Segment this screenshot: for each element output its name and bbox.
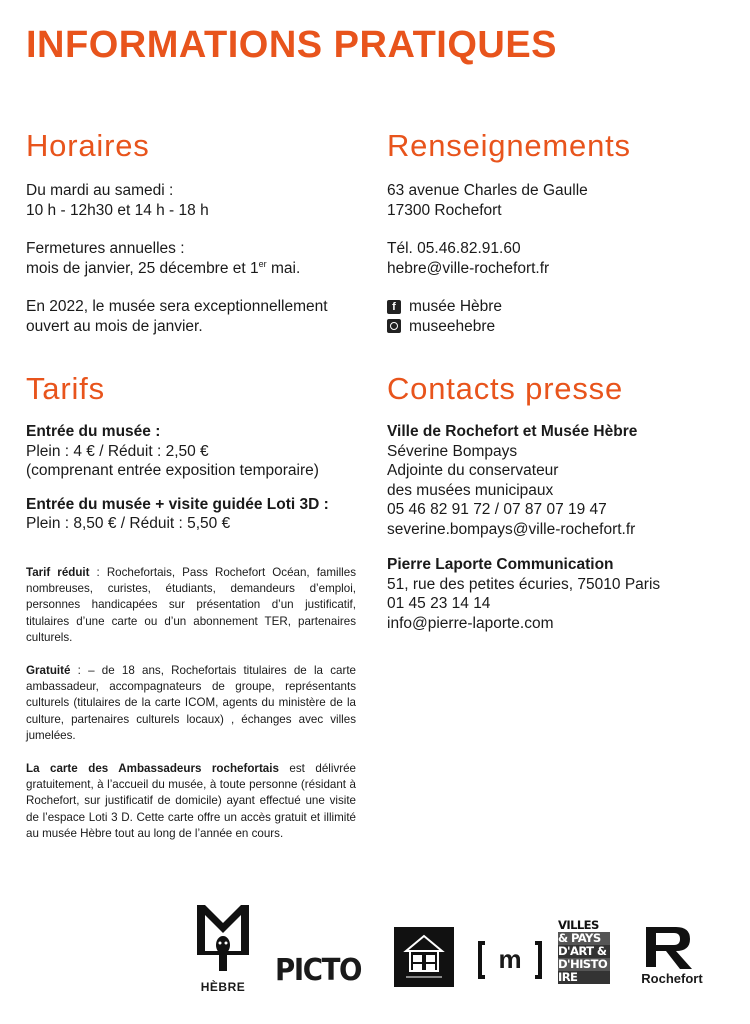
instagram-icon bbox=[387, 319, 401, 333]
email-link[interactable]: hebre@ville-rochefort.fr bbox=[387, 259, 550, 277]
hebre-logo-text: HÈBRE bbox=[200, 980, 246, 994]
house-icon bbox=[394, 927, 454, 987]
address-line1: 63 avenue Charles de Gaulle bbox=[387, 182, 588, 199]
telephone: Tél. 05.46.82.91.60 bbox=[387, 240, 521, 257]
note-2022-line2: ouvert au mois de janvier. bbox=[26, 317, 203, 335]
fermetures-label: Fermetures annuelles : bbox=[26, 240, 185, 257]
picto-logo: PICTO bbox=[275, 953, 362, 988]
carte-ambassadeurs-text: La carte des Ambassadeurs rochefortais est délivrée gratuitement, à l’accueil du musée, à toute personne (résidant à Rochefort, sur justificatif de domicile) ayant effectué une visite de l’espace Loti 3 D. Cette carte offre un accès gratuit et illimité au musée Hèbre tout au long de l’année en cours. bbox=[26, 761, 357, 841]
presse-org2: Pierre Laporte Communication bbox=[387, 556, 614, 573]
musees-m-logo bbox=[477, 940, 543, 980]
horaires-days: Du mardi au samedi : bbox=[26, 182, 174, 199]
tarifs-heading: Tarifs bbox=[26, 371, 105, 406]
tourisme-handicap-logo bbox=[394, 927, 454, 987]
presse-email1[interactable]: severine.bompays@ville-rochefort.fr bbox=[387, 520, 636, 538]
presse-role1b: des musées municipaux bbox=[387, 481, 554, 499]
instagram-link[interactable]: museehebre bbox=[387, 317, 727, 337]
note-2022-line1: En 2022, le musée sera exceptionnellement bbox=[26, 298, 328, 315]
renseignements-heading: Renseignements bbox=[387, 128, 631, 163]
gratuite-text: Gratuité : – de 18 ans, Rochefortais titulaires de la carte ambassadeur, accompagnateurs de groupe, représentants culturels (titulaires de la carte ICOM, agents du ministère de la culture, partenaires culturels locaux) , échanges avec villes jumelées. bbox=[26, 663, 356, 743]
facebook-icon: f bbox=[387, 300, 401, 314]
musees-m-text: m bbox=[498, 944, 522, 974]
hebre-logo bbox=[195, 901, 251, 993]
hebre-logo-icon bbox=[195, 901, 251, 973]
entree-prix: Plein : 4 € / Réduit : 2,50 € bbox=[26, 442, 209, 460]
presse-name1: Séverine Bompays bbox=[387, 442, 518, 460]
presse-org1: Ville de Rochefort et Musée Hèbre bbox=[387, 423, 638, 440]
presse-section bbox=[387, 371, 727, 633]
entree-label: Entrée du musée : bbox=[26, 423, 161, 440]
address-line2: 17300 Rochefort bbox=[387, 201, 502, 219]
rochefort-r-icon bbox=[632, 925, 712, 971]
horaires-hours: 10 h - 12h30 et 14 h - 18 h bbox=[26, 201, 209, 219]
horaires-section bbox=[26, 128, 366, 336]
rochefort-logo bbox=[632, 925, 712, 991]
presse-role1a: Adjointe du conservateur bbox=[387, 462, 559, 479]
visite-label: Entrée du musée + visite guidée Loti 3D : bbox=[26, 495, 329, 513]
presse-phone1: 05 46 82 91 72 / 07 87 07 19 47 bbox=[387, 501, 607, 518]
partner-logos bbox=[0, 895, 750, 995]
presse-phone2: 01 45 23 14 14 bbox=[387, 595, 491, 612]
villes-pays-art-histoire-logo: VILLES & PAYS D'ART & D'HISTO IRE bbox=[558, 919, 610, 985]
renseignements-section bbox=[387, 128, 727, 336]
presse-heading: Contacts presse bbox=[387, 371, 623, 406]
horaires-heading: Horaires bbox=[26, 128, 150, 163]
rochefort-logo-text: Rochefort bbox=[641, 971, 703, 986]
presse-email2[interactable]: info@pierre-laporte.com bbox=[387, 614, 554, 632]
tarif-reduit-text: Tarif réduit : Rochefortais, Pass Rochefort Océan, familles nombreuses, curistes, étudiants, demandeurs d’emploi, personnes handicapées sur présentation d’un justificatif, titulaires d’une carte ou d’un abonnement TER, partenaires culturels. bbox=[26, 565, 356, 645]
entree-note: (comprenant entrée exposition temporaire) bbox=[26, 462, 319, 479]
visite-prix: Plein : 8,50 € / Réduit : 5,50 € bbox=[26, 515, 231, 532]
page-title: INFORMATIONS PRATIQUES bbox=[26, 24, 558, 66]
facebook-link[interactable]: f musée Hèbre bbox=[387, 297, 727, 317]
tarifs-section bbox=[26, 371, 366, 859]
presse-addr2: 51, rue des petites écuries, 75010 Paris bbox=[387, 575, 661, 593]
fermetures-dates: mois de janvier, 25 décembre et 1er mai. bbox=[26, 258, 301, 277]
